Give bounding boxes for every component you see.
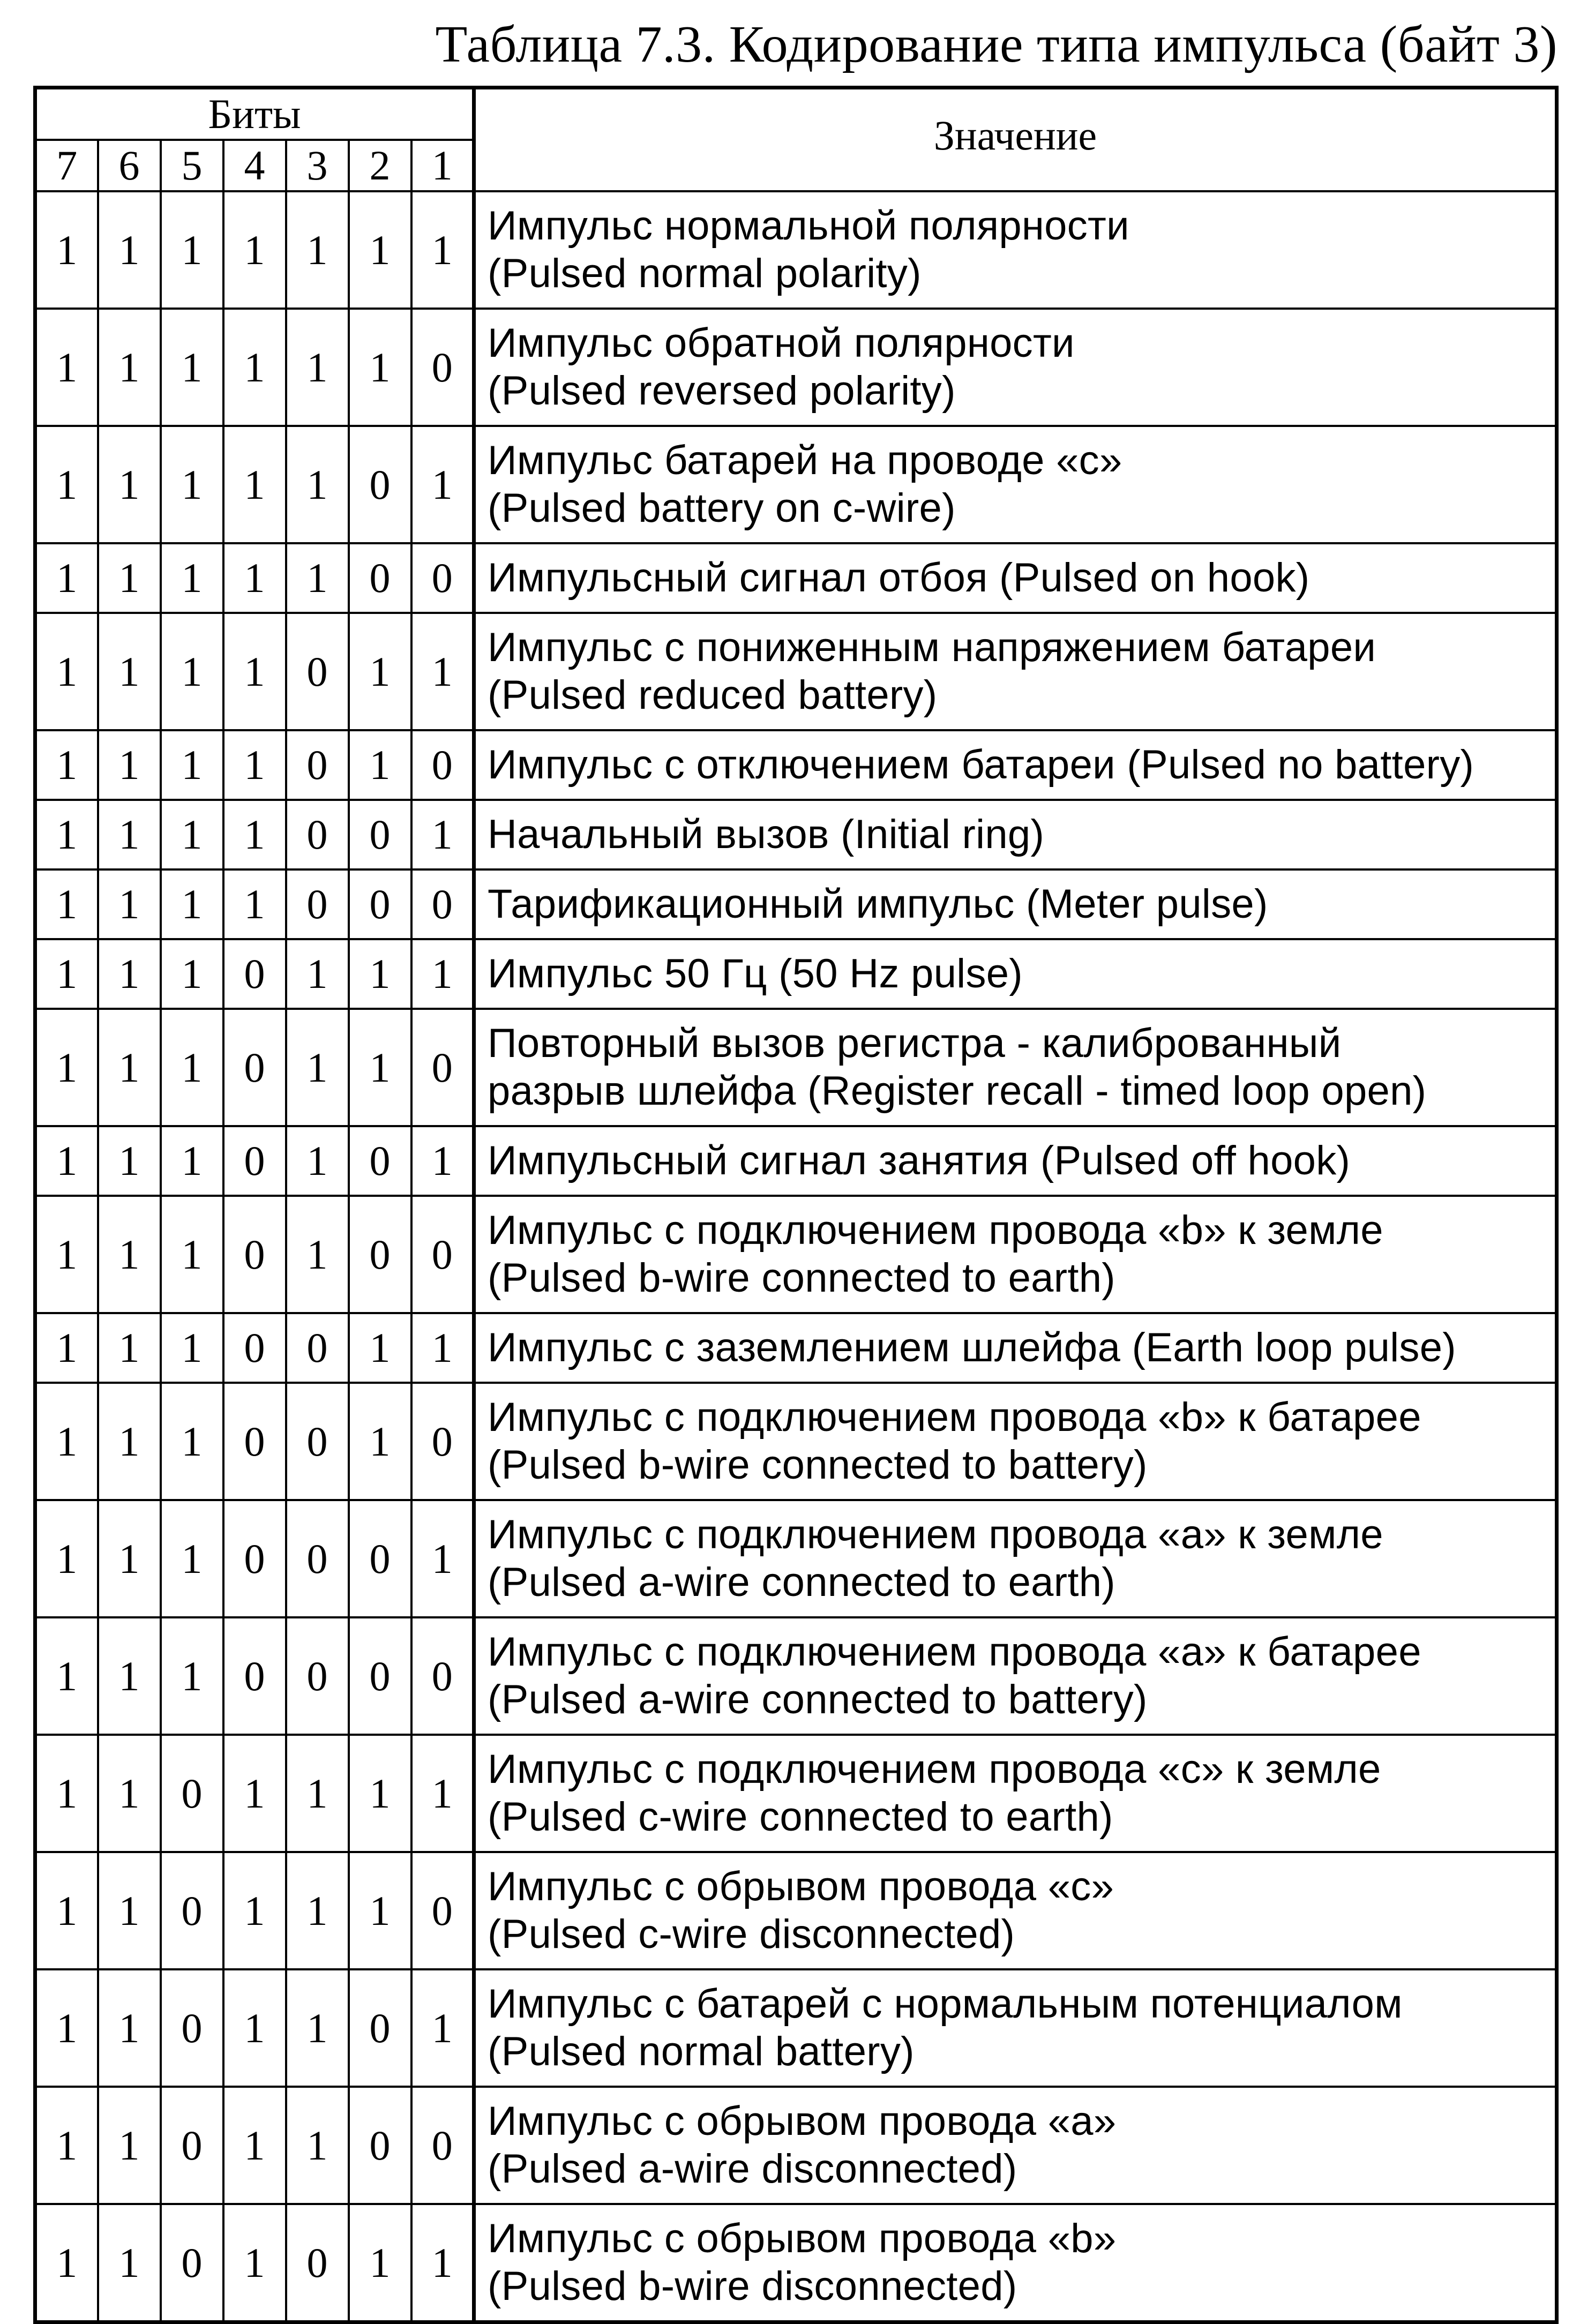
bit-cell: 1: [161, 1126, 223, 1196]
bit-cell: 1: [35, 869, 98, 939]
bit-cell: 0: [349, 1617, 411, 1735]
meaning-line: (Pulsed b-wire connected to battery): [488, 1442, 1148, 1488]
meaning-line: Импульс нормальной полярности: [488, 203, 1129, 249]
bit-cell: 1: [35, 800, 98, 869]
meaning-line: (Pulsed b-wire disconnected): [488, 2263, 1017, 2309]
bit-cell: 1: [286, 1852, 349, 1969]
bit-cell: 0: [411, 1196, 474, 1313]
bit-cell: 1: [98, 191, 161, 309]
bit-cell: 1: [98, 1617, 161, 1735]
bit-cell: 1: [161, 1313, 223, 1383]
bit-cell: 1: [223, 1969, 286, 2087]
bit-cell: 1: [98, 1126, 161, 1196]
meaning-cell: [474, 1383, 1557, 1500]
bit-cell: 1: [286, 2087, 349, 2204]
meaning-header: Значение: [474, 88, 1557, 192]
bit-cell: 0: [411, 2087, 474, 2204]
table-row: [35, 2087, 1557, 2204]
bit-cell: 0: [349, 869, 411, 939]
meaning-line: Импульс с батарей с нормальным потенциалом: [488, 1981, 1403, 2027]
bit-cell: 1: [161, 939, 223, 1009]
bit-cell: 0: [223, 939, 286, 1009]
bit-cell: 0: [349, 543, 411, 613]
bit-cell: 1: [35, 309, 98, 426]
meaning-cell: [474, 613, 1557, 730]
meaning-line: Тарификационный импульс (Meter pulse): [488, 881, 1268, 927]
bit-cell: 0: [349, 800, 411, 869]
bit-cell: 0: [411, 1617, 474, 1735]
bit-cell: 0: [286, 1500, 349, 1617]
bit-cell: 1: [161, 730, 223, 800]
bit-cell: 1: [35, 1009, 98, 1126]
bit-cell: 1: [223, 543, 286, 613]
bit-cell: 1: [35, 1852, 98, 1969]
bit-cell: 1: [35, 1735, 98, 1852]
meaning-cell: [474, 1313, 1557, 1383]
bit-cell: 0: [223, 1009, 286, 1126]
bit-cell: 1: [35, 1126, 98, 1196]
bit-cell: 1: [286, 1969, 349, 2087]
table-caption: Таблица 7.3. Кодирование типа импульса (байт 3): [435, 16, 1557, 73]
bit-cell: 1: [98, 2087, 161, 2204]
bit-cell: 0: [349, 1196, 411, 1313]
bit-cell: 1: [223, 1852, 286, 1969]
bit-cell: 0: [286, 613, 349, 730]
bit-cell: 1: [161, 191, 223, 309]
meaning-line: разрыв шлейфа (Register recall - timed loop open): [488, 1068, 1427, 1114]
bit-cell: 1: [161, 1617, 223, 1735]
bit-cell: 0: [411, 1009, 474, 1126]
bit-cell: 1: [411, 613, 474, 730]
table-row: [35, 1383, 1557, 1500]
bit-cell: 0: [286, 1313, 349, 1383]
bit-cell: 0: [411, 309, 474, 426]
bit-cell: 1: [349, 613, 411, 730]
bit-cell: 1: [286, 426, 349, 543]
meaning-line: Повторный вызов регистра - калиброванный: [488, 1020, 1342, 1066]
bit-cell: 0: [161, 1969, 223, 2087]
meaning-cell: [474, 191, 1557, 309]
table-row: [35, 2204, 1557, 2322]
bit-cell: 1: [98, 1500, 161, 1617]
meaning-line: (Pulsed reduced battery): [488, 672, 938, 718]
bit-cell: 1: [35, 1196, 98, 1313]
bit-cell: 0: [411, 730, 474, 800]
bit-cell: 1: [98, 1735, 161, 1852]
meaning-cell: [474, 1617, 1557, 1735]
table-row: [35, 1735, 1557, 1852]
bit-cell: 1: [35, 543, 98, 613]
bit-cell: 0: [411, 1383, 474, 1500]
bit-number-header: 6: [98, 140, 161, 191]
meaning-line: Импульс батарей на проводе «с»: [488, 437, 1122, 483]
bit-cell: 1: [411, 1735, 474, 1852]
meaning-line: (Pulsed normal battery): [488, 2028, 915, 2074]
bit-cell: 0: [223, 1383, 286, 1500]
bit-number-header: 4: [223, 140, 286, 191]
bit-cell: 1: [349, 1852, 411, 1969]
table-row: [35, 1500, 1557, 1617]
meaning-cell: [474, 426, 1557, 543]
bit-cell: 0: [223, 1617, 286, 1735]
table-body: [35, 191, 1557, 2322]
bit-cell: 1: [161, 1383, 223, 1500]
pulse-type-table: [33, 86, 1559, 2324]
bit-cell: 1: [349, 1735, 411, 1852]
table-row: [35, 1969, 1557, 2087]
bit-cell: 1: [286, 939, 349, 1009]
bit-cell: 1: [35, 191, 98, 309]
bit-cell: 0: [349, 1126, 411, 1196]
bit-cell: 0: [349, 1969, 411, 2087]
meaning-line: Импульс с подключением провода «b» к земле: [488, 1207, 1383, 1253]
bit-cell: 1: [98, 1196, 161, 1313]
bit-cell: 1: [161, 309, 223, 426]
meaning-cell: [474, 800, 1557, 869]
meaning-line: (Pulsed c-wire connected to earth): [488, 1794, 1113, 1840]
table-row: [35, 1126, 1557, 1196]
bit-cell: 1: [161, 869, 223, 939]
meaning-cell: [474, 1852, 1557, 1969]
bit-cell: 1: [35, 1969, 98, 2087]
bit-cell: 1: [349, 1313, 411, 1383]
bit-cell: 1: [98, 309, 161, 426]
bit-cell: 1: [349, 2204, 411, 2322]
bit-cell: 0: [161, 1735, 223, 1852]
meaning-line: Импульс с обрывом провода «b»: [488, 2215, 1117, 2261]
bit-cell: 1: [223, 869, 286, 939]
bit-cell: 1: [98, 613, 161, 730]
meaning-line: Импульс с обрывом провода «с»: [488, 1863, 1114, 1909]
bit-cell: 1: [286, 1196, 349, 1313]
bit-cell: 1: [161, 613, 223, 730]
meaning-line: Импульс с подключением провода «а» к земле: [488, 1511, 1383, 1557]
bit-cell: 1: [411, 2204, 474, 2322]
table-row: [35, 309, 1557, 426]
meaning-cell: [474, 1500, 1557, 1617]
bit-cell: 1: [223, 191, 286, 309]
bit-cell: 1: [161, 1500, 223, 1617]
table-row: [35, 191, 1557, 309]
bit-number-header: 2: [349, 140, 411, 191]
bit-cell: 1: [223, 730, 286, 800]
bit-cell: 1: [286, 1735, 349, 1852]
bit-cell: 1: [223, 1735, 286, 1852]
bit-cell: 0: [223, 1196, 286, 1313]
bit-number-header: 7: [35, 140, 98, 191]
bit-number-header: 1: [411, 140, 474, 191]
bit-cell: 0: [223, 1126, 286, 1196]
table-header: [35, 88, 1557, 192]
bit-cell: 1: [35, 2204, 98, 2322]
bit-cell: 1: [35, 730, 98, 800]
bit-cell: 1: [349, 939, 411, 1009]
meaning-cell: [474, 869, 1557, 939]
bit-cell: 0: [286, 869, 349, 939]
bit-cell: 1: [35, 939, 98, 1009]
meaning-cell: [474, 1735, 1557, 1852]
bit-cell: 1: [98, 1383, 161, 1500]
meaning-line: (Pulsed reversed polarity): [488, 368, 956, 414]
bit-cell: 1: [411, 426, 474, 543]
meaning-line: Импульс с подключением провода «b» к батарее: [488, 1394, 1421, 1440]
bit-cell: 1: [98, 1969, 161, 2087]
bit-cell: 1: [98, 939, 161, 1009]
bit-cell: 1: [161, 1196, 223, 1313]
bit-cell: 0: [349, 426, 411, 543]
table-row: [35, 1852, 1557, 1969]
meaning-cell: [474, 2087, 1557, 2204]
meaning-cell: [474, 309, 1557, 426]
table-row: [35, 939, 1557, 1009]
meaning-line: Импульсный сигнал отбоя (Pulsed on hook): [488, 554, 1310, 601]
bit-cell: 1: [286, 309, 349, 426]
meaning-cell: [474, 1196, 1557, 1313]
table-row: [35, 1009, 1557, 1126]
bit-cell: 1: [98, 730, 161, 800]
table-row: [35, 426, 1557, 543]
bit-cell: 1: [35, 1500, 98, 1617]
meaning-line: Начальный вызов (Initial ring): [488, 811, 1045, 857]
bit-cell: 1: [35, 613, 98, 730]
bit-cell: 1: [98, 1009, 161, 1126]
bit-cell: 1: [223, 309, 286, 426]
bit-cell: 1: [98, 1852, 161, 1969]
bit-cell: 0: [161, 2204, 223, 2322]
meaning-line: Импульс с заземлением шлейфа (Earth loop pulse): [488, 1324, 1456, 1370]
bit-cell: 1: [349, 1009, 411, 1126]
table-row: [35, 730, 1557, 800]
meaning-cell: [474, 1126, 1557, 1196]
bit-cell: 1: [223, 800, 286, 869]
meaning-line: Импульс с обрывом провода «а»: [488, 2098, 1117, 2144]
table-row: [35, 800, 1557, 869]
bit-cell: 1: [286, 191, 349, 309]
meaning-line: (Pulsed c-wire disconnected): [488, 1911, 1015, 1957]
bit-cell: 0: [286, 2204, 349, 2322]
meaning-line: (Pulsed a-wire connected to battery): [488, 1676, 1148, 1722]
bit-cell: 0: [411, 869, 474, 939]
bit-cell: 1: [411, 191, 474, 309]
meaning-line: Импульс с подключением провода «с» к земле: [488, 1746, 1381, 1792]
meaning-line: (Pulsed a-wire connected to earth): [488, 1559, 1115, 1605]
bit-cell: 1: [411, 939, 474, 1009]
meaning-line: Импульс обратной полярности: [488, 320, 1075, 366]
bit-cell: 0: [286, 1383, 349, 1500]
bit-cell: 1: [35, 426, 98, 543]
bit-cell: 1: [349, 730, 411, 800]
bit-cell: 1: [349, 1383, 411, 1500]
bit-cell: 1: [161, 1009, 223, 1126]
bit-cell: 1: [98, 426, 161, 543]
bit-cell: 1: [98, 1313, 161, 1383]
bits-header: Биты: [35, 88, 474, 140]
bit-number-header: 3: [286, 140, 349, 191]
meaning-line: Импульсный сигнал занятия (Pulsed off hook): [488, 1137, 1351, 1183]
meaning-cell: [474, 1009, 1557, 1126]
bit-cell: 1: [98, 800, 161, 869]
bit-cell: 0: [411, 1852, 474, 1969]
bit-cell: 0: [349, 1500, 411, 1617]
bit-cell: 1: [411, 800, 474, 869]
bit-cell: 1: [411, 1126, 474, 1196]
meaning-line: Импульс 50 Гц (50 Hz pulse): [488, 950, 1023, 996]
bit-cell: 1: [223, 613, 286, 730]
bit-cell: 1: [349, 191, 411, 309]
bit-cell: 1: [98, 2204, 161, 2322]
table-row: [35, 869, 1557, 939]
meaning-line: Импульс с отключением батареи (Pulsed no battery): [488, 741, 1474, 788]
table-row: [35, 613, 1557, 730]
bit-cell: 1: [286, 1126, 349, 1196]
bit-cell: 0: [223, 1313, 286, 1383]
bit-cell: 1: [349, 309, 411, 426]
table-row: [35, 543, 1557, 613]
bit-cell: 0: [161, 1852, 223, 1969]
bit-cell: 1: [223, 2204, 286, 2322]
bit-cell: 0: [411, 543, 474, 613]
meaning-cell: [474, 2204, 1557, 2322]
bit-cell: 0: [286, 1617, 349, 1735]
meaning-cell: [474, 1969, 1557, 2087]
bit-cell: 1: [35, 1617, 98, 1735]
bit-cell: 0: [161, 2087, 223, 2204]
bit-cell: 0: [286, 730, 349, 800]
bit-cell: 1: [286, 543, 349, 613]
meaning-line: (Pulsed normal polarity): [488, 250, 922, 296]
bit-cell: 1: [35, 1313, 98, 1383]
bit-cell: 1: [411, 1500, 474, 1617]
table-row: [35, 1196, 1557, 1313]
meaning-cell: [474, 939, 1557, 1009]
bit-cell: 0: [286, 800, 349, 869]
bit-cell: 1: [35, 2087, 98, 2204]
bit-cell: 1: [223, 426, 286, 543]
meaning-line: (Pulsed b-wire connected to earth): [488, 1255, 1115, 1301]
bit-cell: 1: [98, 543, 161, 613]
meaning-line: Импульс с пониженным напряжением батареи: [488, 624, 1376, 670]
table-row: [35, 1617, 1557, 1735]
bit-cell: 1: [161, 543, 223, 613]
bit-number-header: 5: [161, 140, 223, 191]
meaning-line: Импульс с подключением провода «а» к батарее: [488, 1629, 1421, 1675]
bit-cell: 1: [223, 2087, 286, 2204]
bit-cell: 1: [161, 426, 223, 543]
bit-cell: 1: [161, 800, 223, 869]
bit-cell: 0: [349, 2087, 411, 2204]
meaning-cell: [474, 543, 1557, 613]
bit-cell: 1: [411, 1313, 474, 1383]
meaning-cell: [474, 730, 1557, 800]
meaning-line: (Pulsed a-wire disconnected): [488, 2146, 1017, 2192]
bit-cell: 1: [98, 869, 161, 939]
meaning-line: (Pulsed battery on c-wire): [488, 485, 956, 531]
table-row: [35, 1313, 1557, 1383]
bit-cell: 1: [286, 1009, 349, 1126]
bit-cell: 1: [35, 1383, 98, 1500]
bit-cell: 1: [411, 1969, 474, 2087]
bit-cell: 0: [223, 1500, 286, 1617]
